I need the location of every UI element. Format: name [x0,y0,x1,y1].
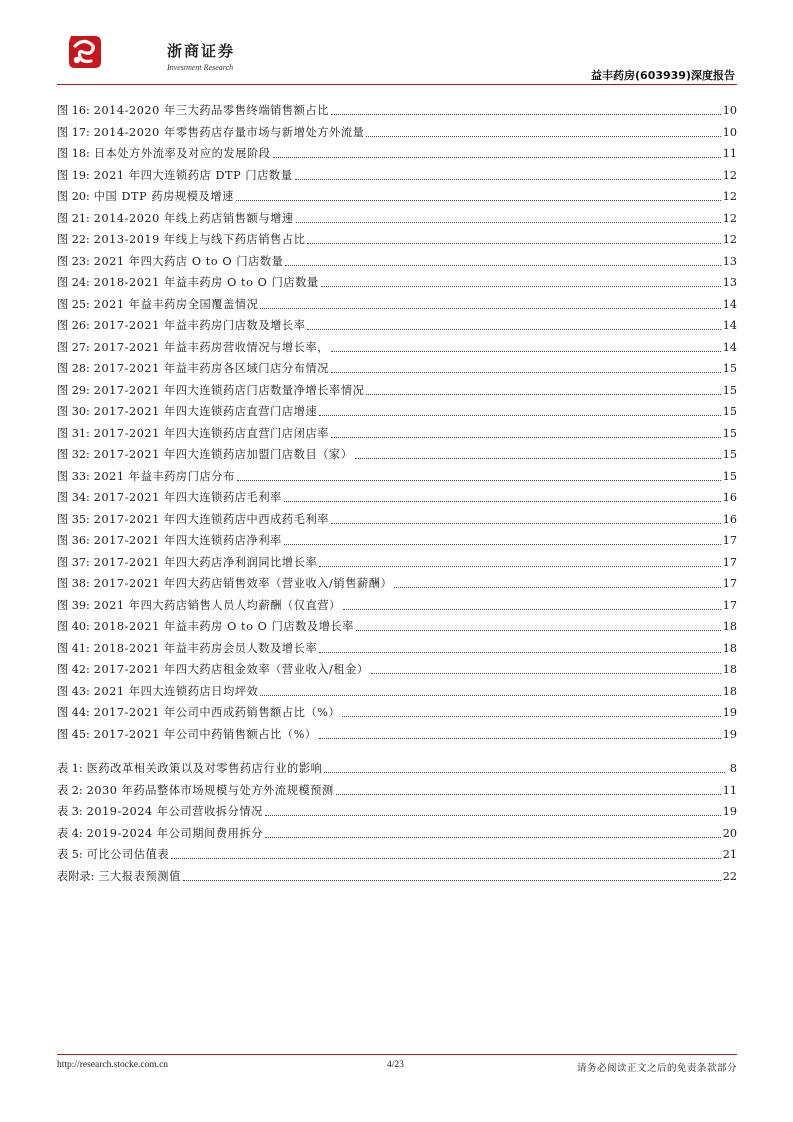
page-footer [57,1060,737,1076]
toc-entry-label: 图 23: [57,254,90,268]
toc-entry-title: 中国 DTP 药房规模及增速 [93,190,234,204]
dot-leader [331,114,721,115]
toc-entry-label: 图 30: [57,405,90,419]
dot-leader [355,458,721,459]
toc-entry-page: 8 [729,762,737,776]
toc-entry-label: 图 42: [57,663,90,677]
toc-entry-label: 表 3: [57,805,83,819]
toc-entry-page: 14 [722,319,737,333]
toc-entry-title: 日本处方外流率及对应的发展阶段 [93,147,271,161]
toc-entry-page: 17 [722,534,737,548]
dot-leader [321,286,721,287]
toc-entry-title: 2017-2021 年四大药店销售效率（营业收入/销售薪酬） [93,577,393,591]
toc-entry-title: 2017-2021 年益丰药房各区域门店分布情况 [93,362,330,376]
figure-toc-entry[interactable] [57,659,737,681]
toc-entry-label: 图 16: [57,104,90,118]
figure-toc-entry[interactable] [57,100,737,122]
toc-entry-title: 2021 年四大连锁药店日均坪效 [93,684,259,698]
toc-entry-title: 2013-2019 年线上与线下药店销售占比 [93,233,306,247]
toc-entry-title: 2017-2021 年公司中西成药销售额占比（%） [93,706,341,720]
figure-toc-entry[interactable] [57,122,737,144]
dot-leader [331,372,721,373]
dot-leader [324,772,725,773]
toc-entry-title: 2018-2021 年益丰药房 O to O 门店数量 [93,276,319,290]
table-toc-entry[interactable] [57,844,737,866]
toc-entry-label: 表 1: [57,762,83,776]
figure-toc-entry[interactable] [57,466,737,488]
dot-leader [336,794,721,795]
toc-entry-page: 15 [722,469,737,483]
toc-entry-label: 表 2: [57,783,83,797]
dot-leader [237,480,721,481]
toc-entry-label: 图 45: [57,727,90,741]
brand-name-en: Investment Research [167,63,234,72]
toc-entry-page: 12 [722,168,737,182]
table-list [57,758,737,887]
toc-entry-page: 17 [722,598,737,612]
zheshang-logo-icon [65,32,105,72]
figure-toc-entry[interactable] [57,444,737,466]
toc-entry-page: 18 [722,620,737,634]
dot-leader [265,815,721,816]
toc-entry-title: 2018-2021 年益丰药房会员人数及增长率 [93,641,318,655]
toc-entry-page: 17 [722,555,737,569]
toc-entry-title: 2017-2021 年益丰药房门店数及增长率 [93,319,306,333]
figure-toc-entry[interactable] [57,702,737,724]
toc-entry-title: 2021 年益丰药房门店分布 [93,469,235,483]
toc-entry-title: 三大报表预测值 [98,869,181,883]
toc-entry-label: 图 19: [57,168,90,182]
toc-entry-label: 图 44: [57,706,90,720]
dot-leader [284,501,721,502]
report-title: 益丰药房(603939)深度报告 [591,69,735,82]
toc-entry-page: 15 [722,383,737,397]
toc-entry-label: 图 20: [57,190,90,204]
figure-toc-entry[interactable] [57,552,737,574]
table-toc-entry[interactable] [57,823,737,845]
toc-entry-page: 16 [722,491,737,505]
toc-entry-label: 图 40: [57,620,90,634]
dot-leader [260,695,720,696]
toc-entry-label: 图 32: [57,448,90,462]
toc-entry-page: 18 [722,684,737,698]
figure-toc-entry[interactable] [57,186,737,208]
figure-toc-entry[interactable] [57,315,737,337]
dot-leader [319,415,720,416]
dot-leader [394,587,720,588]
dot-leader [366,394,720,395]
toc-entry-page: 14 [722,297,737,311]
toc-entry-label: 图 24: [57,276,90,290]
disclaimer-note: 请务必阅读正文之后的免责条款部分 [576,1063,737,1074]
figure-toc-entry[interactable] [57,724,737,746]
toc-entry-page: 12 [722,190,737,204]
toc-entry-label: 图 33: [57,469,90,483]
page-number: 4/23 [387,1060,404,1070]
dot-leader [296,222,721,223]
toc-entry-label: 图 26: [57,319,90,333]
toc-entry-title: 2017-2021 年四大连锁药店直营门店闭店率 [93,426,330,440]
toc-entry-page: 12 [722,233,737,247]
toc-entry-page: 21 [722,848,737,862]
figure-toc-entry[interactable] [57,595,737,617]
toc-entry-title: 2021 年四大药店 O to O 门店数量 [93,254,284,268]
toc-entry-title: 2017-2021 年四大连锁药店加盟门店数目（家） [93,448,353,462]
toc-entry-title: 2019-2024 年公司期间费用拆分 [86,826,264,840]
toc-entry-page: 17 [722,577,737,591]
figure-toc-entry[interactable] [57,401,737,423]
dot-leader [295,179,721,180]
toc-entry-page: 11 [722,783,737,797]
toc-entry-title: 2014-2020 年零售药店存量市场与新增处方外流量 [93,125,365,139]
figure-toc-entry[interactable] [57,638,737,660]
dot-leader [260,308,720,309]
dot-leader [356,630,721,631]
toc-entry-label: 图 36: [57,534,90,548]
figure-toc-entry[interactable] [57,509,737,531]
toc-entry-page: 19 [722,727,737,741]
toc-entry-title: 2014-2020 年线上药店销售额与增速 [93,211,294,225]
figure-toc-entry[interactable] [57,251,737,273]
toc-entry-page: 22 [722,869,737,883]
footer-url-link[interactable]: http://research.stocke.com.cn [57,1060,169,1070]
toc-entry-title: 2017-2021 年公司中药销售额占比（%） [93,727,317,741]
toc-entry-label: 图 22: [57,233,90,247]
toc-entry-title: 2019-2024 年公司营收拆分情况 [86,805,264,819]
toc-entry-label: 表附录: [57,869,95,883]
dot-leader [366,136,720,137]
figure-toc-entry[interactable] [57,294,737,316]
dot-leader [307,329,720,330]
page-header [57,30,737,86]
toc-entry-title: 2017-2021 年四大连锁药店门店数量净增长率情况 [93,383,365,397]
toc-entry-page: 11 [722,147,737,161]
figure-toc-entry[interactable] [57,380,737,402]
footer-divider [57,1054,737,1055]
toc-entry-page: 12 [722,211,737,225]
header-divider [57,84,737,85]
toc-entry-label: 图 21: [57,211,90,225]
toc-entry-page: 10 [722,104,737,118]
toc-entry-title: 2017-2021 年四大连锁药店净利率 [93,534,282,548]
toc-entry-page: 16 [722,512,737,526]
dot-leader [319,652,720,653]
toc-entry-label: 图 41: [57,641,90,655]
figure-toc-entry[interactable] [57,573,737,595]
toc-entry-label: 图 29: [57,383,90,397]
dot-leader [371,673,721,674]
toc-entry-label: 图 17: [57,125,90,139]
dot-leader [183,880,721,881]
toc-entry-page: 15 [722,448,737,462]
toc-entry-label: 图 18: [57,147,90,161]
figure-toc-entry[interactable] [57,358,737,380]
figure-toc-entry[interactable] [57,616,737,638]
dot-leader [331,351,721,352]
toc-entry-label: 表 5: [57,848,83,862]
dot-leader [236,200,721,201]
brand-name-cn: 浙商证券 [167,42,236,60]
figure-toc-entry[interactable] [57,229,737,251]
toc-entry-title: 2017-2021 年四大连锁药店毛利率 [93,491,282,505]
figure-toc-entry[interactable] [57,530,737,552]
figure-toc-entry[interactable] [57,272,737,294]
toc-entry-title: 2017-2021 年四大药店净利润同比增长率 [93,555,318,569]
toc-entry-label: 表 4: [57,826,83,840]
toc-entry-title: 可比公司估值表 [86,848,170,862]
table-toc-entry[interactable] [57,866,737,888]
toc-entry-title: 2017-2021 年益丰药房营收情况与增长率， [93,340,330,354]
toc-entry-label: 图 38: [57,577,90,591]
toc-entry-page: 14 [722,340,737,354]
dot-leader [331,437,721,438]
toc-entry-page: 20 [722,826,737,840]
dot-leader [285,265,720,266]
toc-entry-page: 19 [722,805,737,819]
figure-toc-entry[interactable] [57,487,737,509]
toc-entry-title: 医药改革相关政策以及对零售药店行业的影响 [86,762,323,776]
table-toc-entry[interactable] [57,801,737,823]
toc-entry-page: 15 [722,362,737,376]
toc-entry-label: 图 31: [57,426,90,440]
toc-entry-page: 15 [722,405,737,419]
toc-entry-label: 图 35: [57,512,90,526]
figure-toc-entry[interactable] [57,208,737,230]
toc-entry-page: 19 [722,706,737,720]
toc-entry-title: 2021 年四大连锁药店 DTP 门店数量 [93,168,293,182]
toc-entry-title: 2014-2020 年三大药品零售终端销售额占比 [93,104,330,118]
toc-entry-page: 13 [722,276,737,290]
figure-toc-entry[interactable] [57,681,737,703]
toc-entry-title: 2030 年药品整体市场规模与处方外流规模预测 [86,783,334,797]
toc-entry-page: 10 [722,125,737,139]
toc-entry-title: 2018-2021 年益丰药房 O to O 门店数及增长率 [93,620,355,634]
toc-entry-title: 2017-2021 年四大药店租金效率（营业收入/租金） [93,663,369,677]
toc-entry-label: 图 43: [57,684,90,698]
toc-entry-label: 图 37: [57,555,90,569]
toc-entry-page: 15 [722,426,737,440]
figure-toc-entry[interactable] [57,337,737,359]
dot-leader [331,523,721,524]
toc-entry-page: 18 [722,663,737,677]
dot-leader [265,837,721,838]
dot-leader [319,738,721,739]
toc-entry-label: 图 34: [57,491,90,505]
dot-leader [171,858,721,859]
dot-leader [307,243,720,244]
dot-leader [273,157,721,158]
toc-entry-title: 2021 年四大药店销售人员人均薪酬（仅直营） [93,598,341,612]
toc-entry-label: 图 39: [57,598,90,612]
toc-entry-label: 图 25: [57,297,90,311]
toc-entry-title: 2017-2021 年四大连锁药店中西成药毛利率 [93,512,330,526]
toc-entry-label: 图 28: [57,362,90,376]
dot-leader [342,716,720,717]
table-toc-entry[interactable] [57,758,737,780]
toc-entry-title: 2021 年益丰药房全国覆盖情况 [93,297,259,311]
figure-list [57,100,737,745]
figure-toc-entry[interactable] [57,423,737,445]
toc-entry-title: 2017-2021 年四大连锁药店直营门店增速 [93,405,318,419]
figure-toc-entry[interactable] [57,143,737,165]
dot-leader [319,566,720,567]
table-toc-entry[interactable] [57,780,737,802]
figure-toc-entry[interactable] [57,165,737,187]
toc-entry-page: 13 [722,254,737,268]
toc-entry-label: 图 27: [57,340,90,354]
toc-entry-page: 18 [722,641,737,655]
dot-leader [284,544,721,545]
dot-leader [343,609,721,610]
